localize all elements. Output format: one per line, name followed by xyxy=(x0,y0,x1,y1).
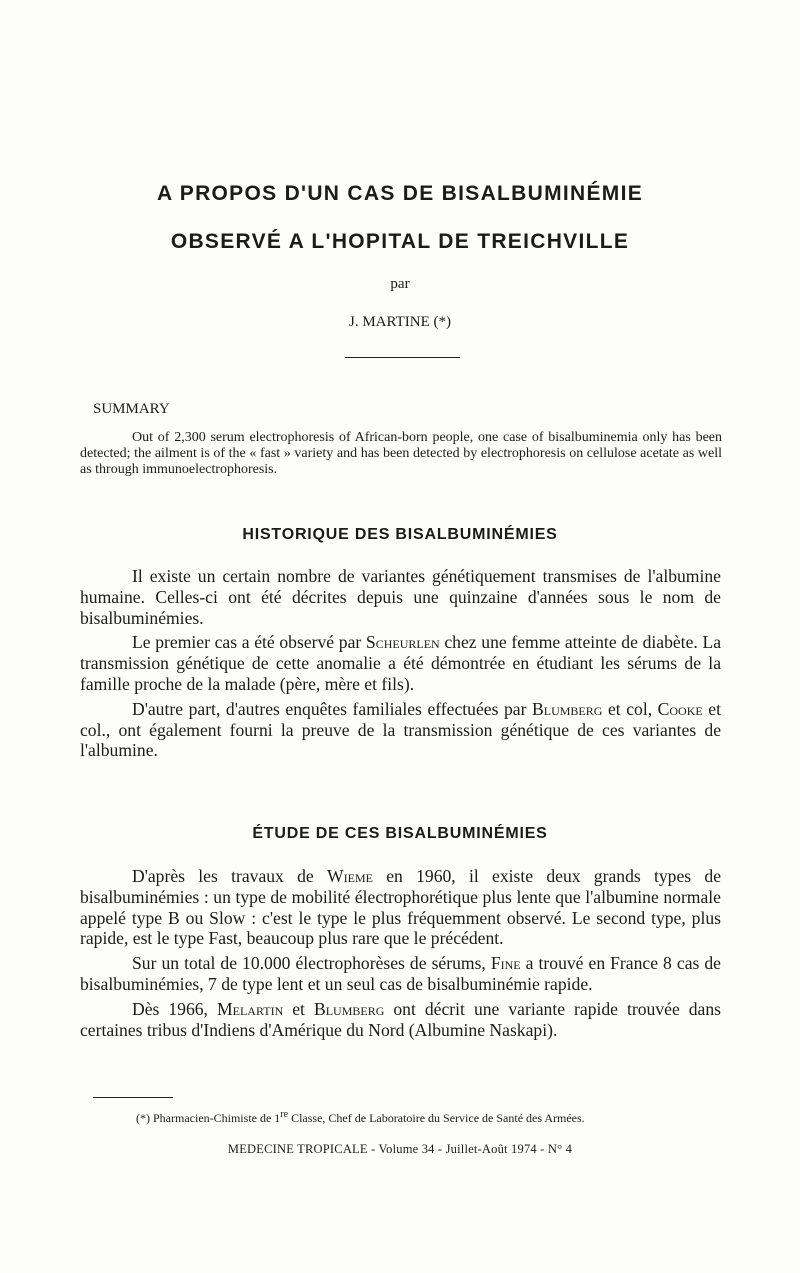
footnote: (*) Pharmacien-Chimiste de 1re Classe, Chef de Laboratoire du Service de Santé des Armées. xyxy=(136,1109,585,1125)
title-line-1: A PROPOS D'UN CAS DE BISALBUMINÉMIE xyxy=(156,182,644,205)
paragraph: D'après les travaux de Wieme en 1960, il existe deux grands types de bisalbuminémies : un type de mobilité électrophorétique plus lente que l'albumine normale appelé type B ou Slow : c'est le type le plus fréquemment observé. Le second type, plus rapide, est le type Fast, beaucoup plus rare que le précédent. xyxy=(80,866,722,949)
author-name: J. MARTINE (*) xyxy=(348,314,451,330)
author-citation: Cooke xyxy=(657,698,703,719)
author-citation: Blumberg xyxy=(532,698,603,719)
footnote-divider xyxy=(93,1097,173,1098)
footnote-marker: (*) xyxy=(136,1111,150,1125)
author-citation: Scheurlen xyxy=(365,632,440,653)
summary-text: Out of 2,300 serum electrophoresis of African-born people, one case of bisalbuminemia only has been detected; the ailment is of the « fast » variety and has been detected by electrophoresis on cellulose acetate as well as through immunoelectrophoresis. xyxy=(80,430,722,477)
author-citation: Wieme xyxy=(327,866,373,886)
section-heading-historique: HISTORIQUE DES BISALBUMINÉMIES xyxy=(242,526,558,543)
paragraph: Il existe un certain nombre de variantes génétiquement transmises de l'albumine humaine. Celles-ci ont été décrites depuis une quinzaine d'années sous le nom de bisalbuminémies. xyxy=(80,566,721,628)
title-divider xyxy=(345,357,460,358)
author-citation: Fine xyxy=(490,953,521,974)
paragraph: Le premier cas a été observé par Scheurlen chez une femme atteinte de diabète. La transmission génétique de cette anomalie a été démontrée en étudiant les sérums de la famille proche de la malade (père, mère et fils). xyxy=(80,632,721,694)
byline-par: par xyxy=(390,276,410,292)
section-etude-body xyxy=(80,866,721,1044)
paragraph: Sur un total de 10.000 électrophorèses de sérums, Fine a trouvé en France 8 cas de bisalbuminémies, 7 de type lent et un seul cas de bisalbuminémie rapide. xyxy=(80,953,721,994)
section-heading-etude: ÉTUDE DE CES BISALBUMINÉMIES xyxy=(252,825,548,842)
summary-heading: SUMMARY xyxy=(93,401,170,417)
author-citation: Blumberg xyxy=(313,998,385,1019)
section-historique-body xyxy=(80,566,721,765)
paragraph: D'autre part, d'autres enquêtes familiales effectuées par Blumberg et col, Cooke et col., ont également fourni la preuve de la transmission génétique de ces variantes de l'albumine. xyxy=(80,698,721,761)
paragraph: Dès 1966, Melartin et Blumberg ont décrit une variante rapide trouvée dans certaines tribus d'Indiens d'Amérique du Nord (Albumine Naskapi). xyxy=(80,998,722,1040)
author-citation: Melartin xyxy=(216,998,284,1019)
journal-footer: MEDECINE TROPICALE - Volume 34 - Juillet-Août 1974 - N° 4 xyxy=(227,1142,573,1156)
title-line-2: OBSERVÉ A L'HOPITAL DE TREICHVILLE xyxy=(170,230,630,253)
